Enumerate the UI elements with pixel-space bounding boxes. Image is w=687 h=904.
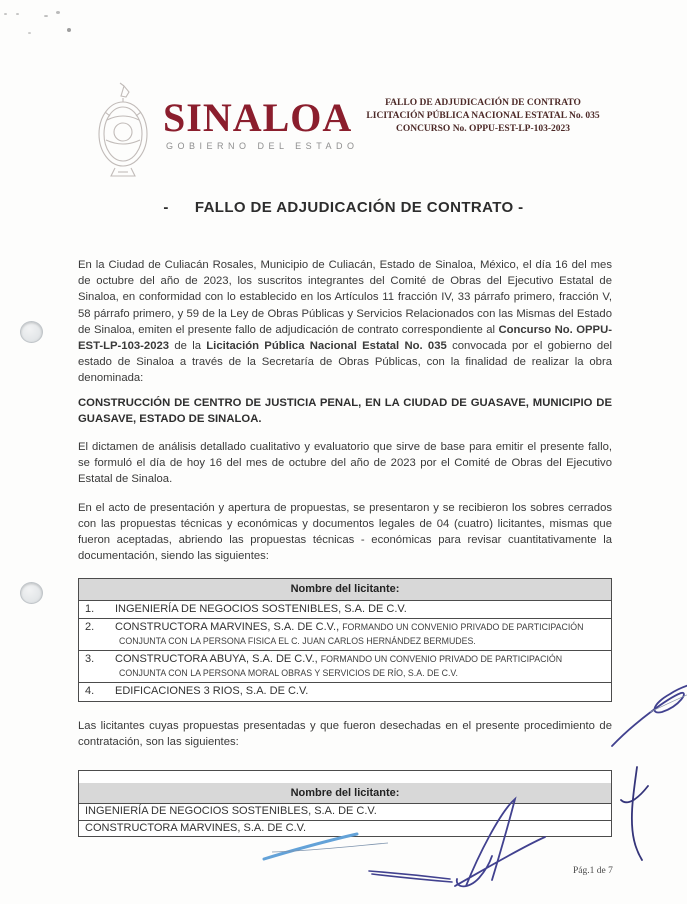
row-number: 3. [85,653,95,666]
table-row [79,600,612,619]
table-row [79,820,612,837]
licitante-name: INGENIERÍA DE NEGOCIOS SOSTENIBLES, S.A. DE C.V. [79,804,612,821]
licitantes-aceptadas-table [78,578,612,701]
logo-subtitle: GOBIERNO DEL ESTADO [166,141,359,151]
paragraph-acto: En el acto de presentación y apertura de propuestas, se presentaron y se recibieron los sobres cerrados con las propuestas técnicas y económicas y documentos legales de 04 (cuatro) licitantes, mismas que fueron aceptadas, abriendo las propuestas técnicas - económicas para revisar cuantitativamente la documentación, siendo las siguientes: [78,501,612,563]
table-row [79,619,612,651]
table1-header-cell: Nombre del licitante: [79,579,612,600]
row-number: 1. [85,602,95,615]
page-number: Pág.1 de 7 [573,866,613,876]
signature-stroke-loop-thin [650,694,687,712]
licitantes-desechadas-table [78,770,612,837]
signature-stroke-underline [369,871,452,882]
paragraph-intro-text3: convocada por el gobierno del estado de Sinaloa a través de la Secretaría de Obras Públicas, con la finalidad de realizar la obra denominada: [78,340,613,385]
table-row [79,683,612,702]
doc-info-line2: LICITACIÓN PÚBLICA NACIONAL ESTATAL No. 035 [366,111,600,121]
row-number: 2. [85,621,95,634]
licitante-detail: FORMANDO UN CONVENIO PRIVADO DE PARTICIPACIÓN CONJUNTA CON LA PERSONA MORAL OBRAS Y SERVICIOS DE RÍO, S.A. DE C.V. [119,654,563,678]
licitante-name: EDIFICACIONES 3 RIOS, S.A. DE C.V. [115,685,309,698]
header [93,82,359,180]
concurso-number: Concurso No. OPPU-EST-LP-103-2023 [78,323,612,353]
document-body [78,257,612,837]
signature-stroke-loop [612,685,687,746]
licitante-name: CONSTRUCTORA MARVINES, S.A. DE C.V. [79,820,612,837]
table2-header-cell: Nombre del licitante: [79,783,612,804]
paragraph-intro-text: En la Ciudad de Culiacán Rosales, Municipio de Culiacán, Estado de Sinaloa, México, el día 16 del mes de octubre del año de 2023, los suscritos integrantes del Comité de Obras del Ejecutivo Estatal de Sinaloa, en conformidad con lo establecido en los Artículos 11 fracción IV, 33 párrafo primero, fracción V, 58 párrafo primero, y 59 de la Ley de Obras Públicas y Servicios Relacionados con las Mismas del Estado de Sinaloa, emiten el presente fallo de adjudicación de contrato correspondiente al [78,259,612,336]
paragraph-intro-text2: de la [169,340,207,353]
licitante-name: CONSTRUCTORA MARVINES, S.A. DE C.V., [115,621,343,634]
paragraph-intro [78,257,612,387]
table-spacer-row [79,771,612,784]
licitante-name: INGENIERÍA DE NEGOCIOS SOSTENIBLES, S.A. DE C.V. [115,602,407,615]
title-dash: - [163,199,169,216]
table-row [79,804,612,821]
signature-stroke-thin [272,843,388,852]
sinaloa-crest-icon [93,82,155,180]
binder-hole-top [20,321,43,343]
doc-info-line1: FALLO DE ADJUDICACIÓN DE CONTRATO [385,98,581,108]
obra-title: CONSTRUCCIÓN DE CENTRO DE JUSTICIA PENAL, EN LA CIUDAD DE GUASAVE, MUNICIPIO DE GUASAVE, ESTADO DE SINALOA. [78,396,612,425]
paragraph-desechadas: Las licitantes cuyas propuestas presentadas y que fueron desechadas en el presente procedimiento de contratación, son las siguientes: [78,719,612,748]
doc-info-line3: CONCURSO No. OPPU-EST-LP-103-2023 [395,124,571,134]
doc-info-block [338,97,628,136]
licitante-name: CONSTRUCTORA ABUYA, S.A. DE C.V., [115,653,321,666]
logo-wordmark: SINALOA [163,95,353,140]
title-text: FALLO DE ADJUDICACIÓN DE CONTRATO - [194,199,524,216]
table-header-row [79,579,612,600]
signature-stroke-lightblue [264,834,357,859]
signature-stroke-cross [621,767,648,860]
licitante-detail: FORMANDO UN CONVENIO PRIVADO DE PARTICIPACIÓN CONJUNTA CON LA PERSONA FISICA EL C. JUAN CARLOS HERNÁNDEZ BERMUDES. [119,622,584,646]
binder-hole-bottom [20,582,43,604]
table-header-row [79,783,612,804]
table-row [79,651,612,683]
licitacion-number: Licitación Pública Nacional Estatal No. 035 [206,340,447,353]
paragraph-dictamen: El dictamen de análisis detallado cualitativo y evaluatorio que sirve de base para emitir el presente fallo, se formuló el día de hoy 16 del mes de octubre del año de 2023 por el Comité de Obras del Ejecutivo Estatal de Sinaloa. [78,441,612,486]
page-title [0,199,687,216]
row-number: 4. [85,685,95,698]
